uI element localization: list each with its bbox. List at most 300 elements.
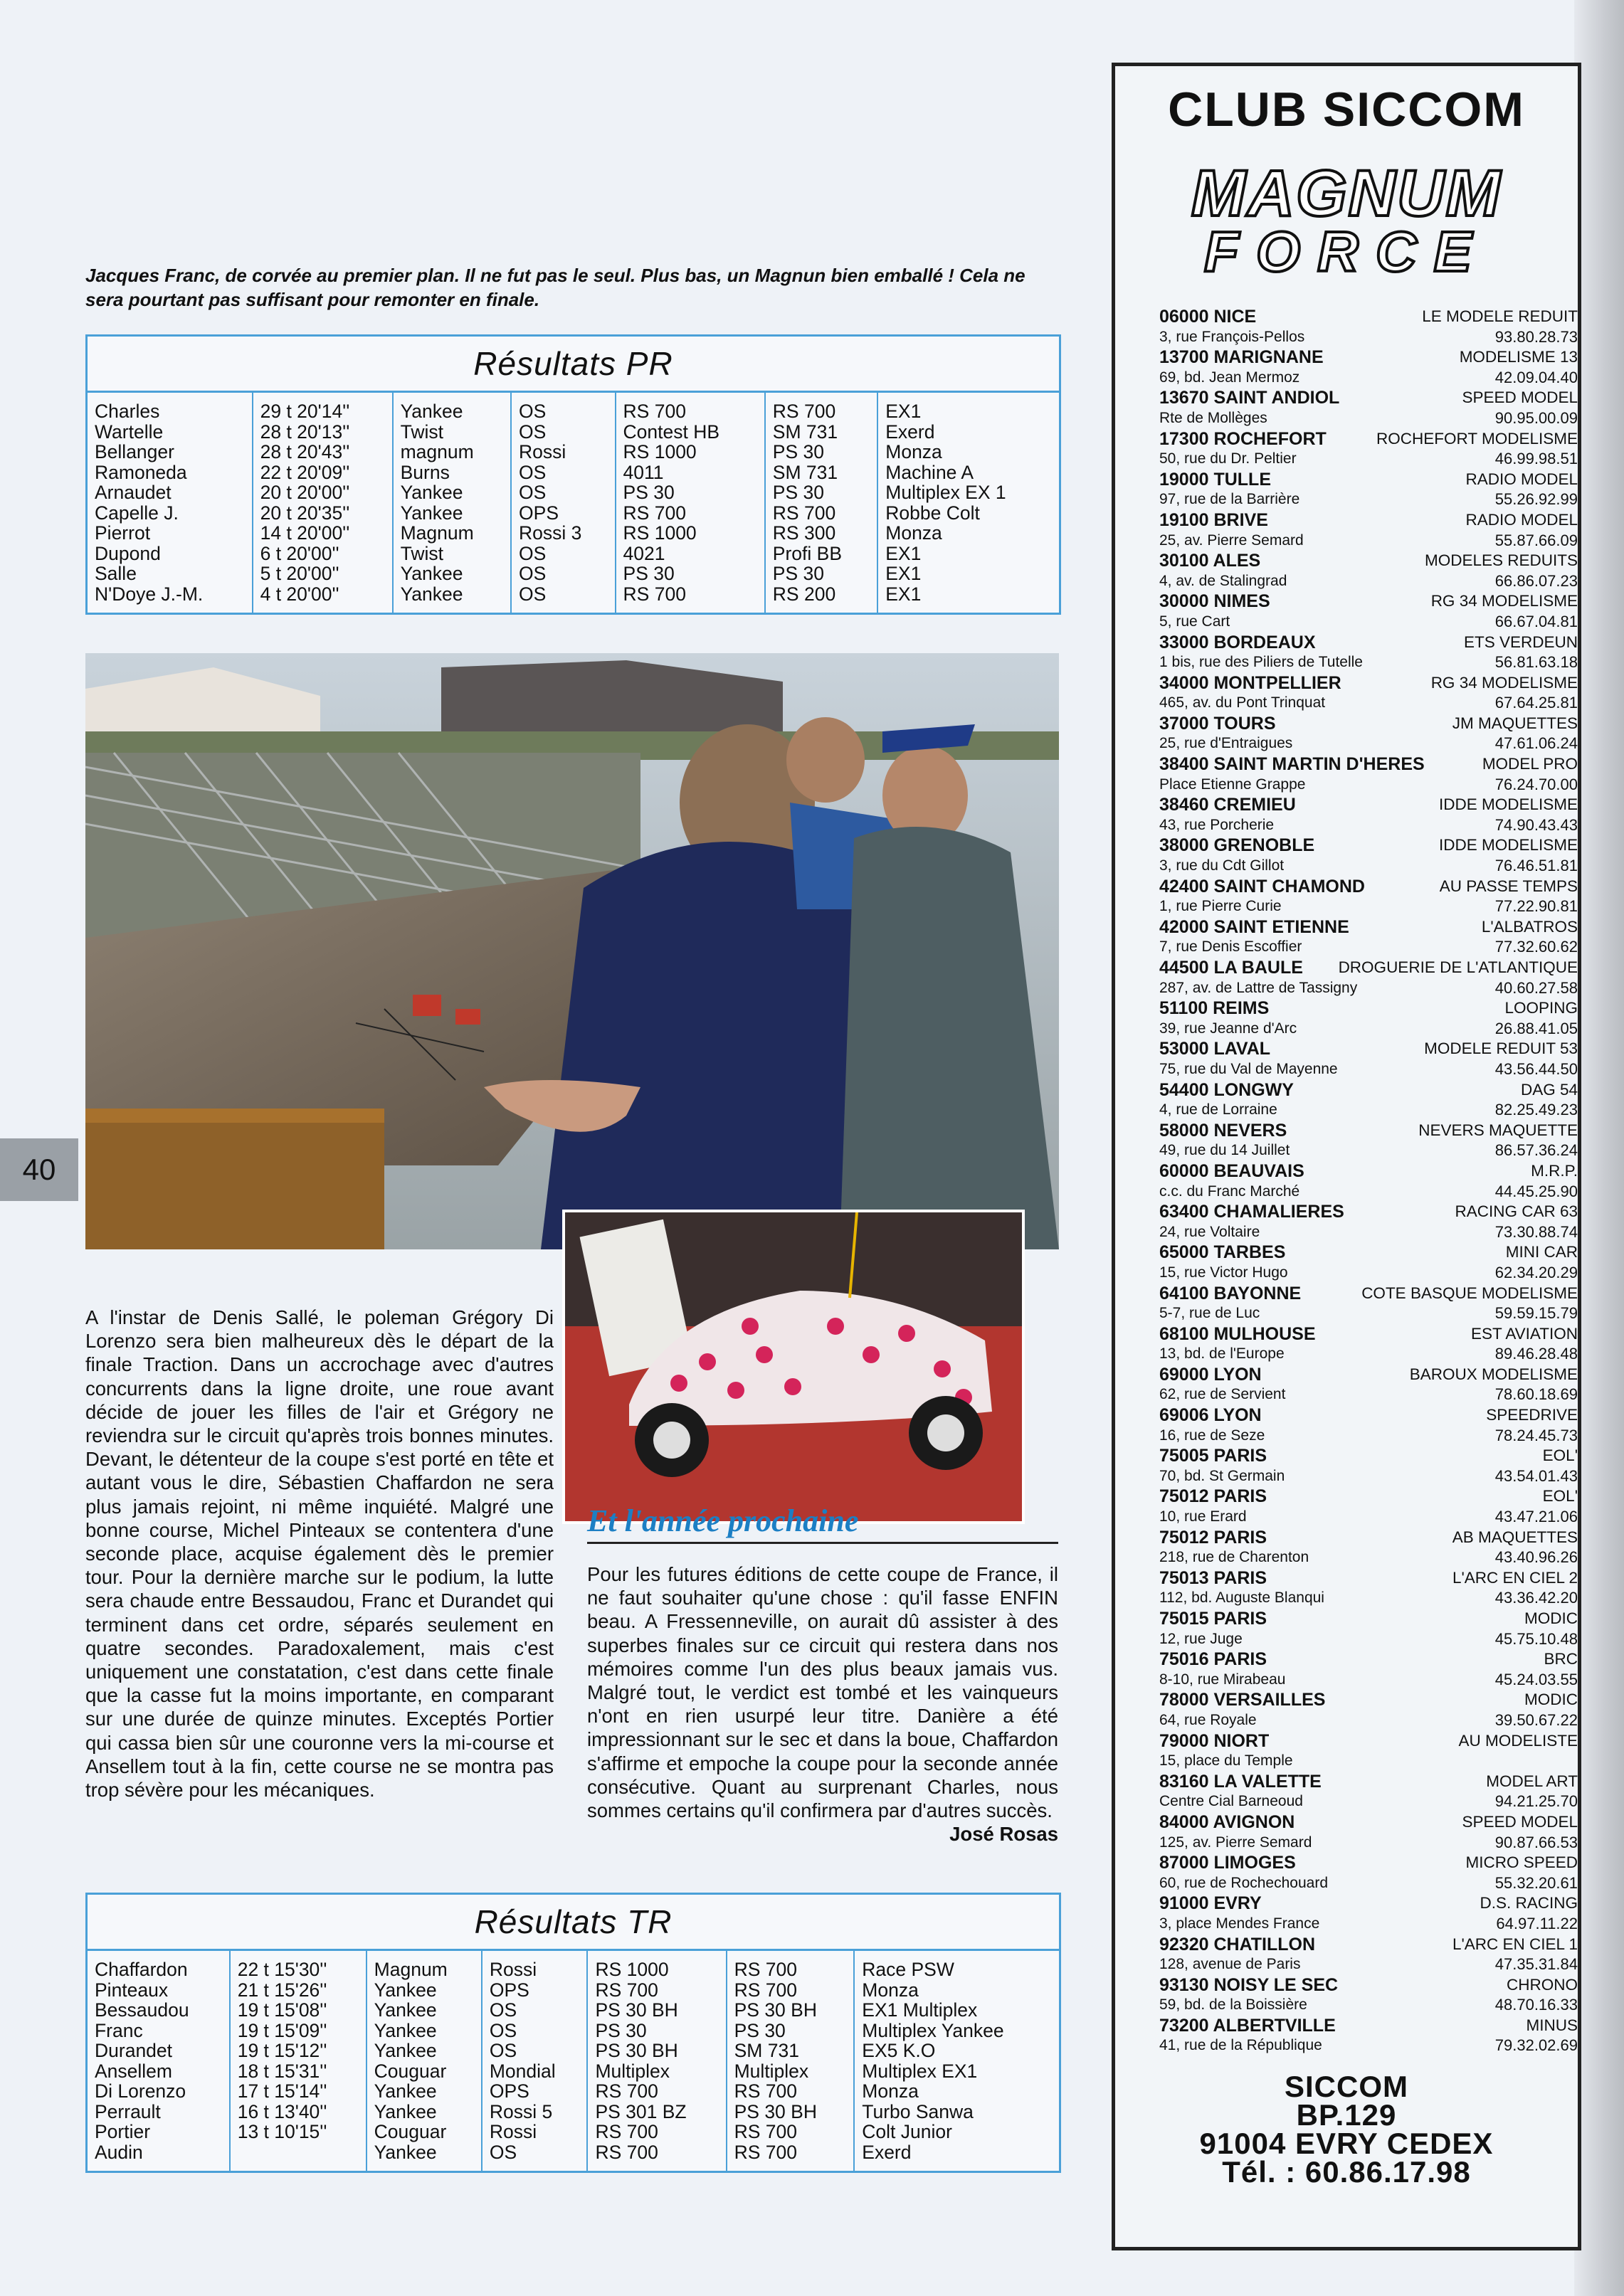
results-cell: OS <box>519 420 547 443</box>
results-cell: RS 700 <box>734 1959 797 1980</box>
dealer-shop: IDDE MODELISME <box>1438 836 1578 855</box>
dealer-city: 06000 NICE <box>1159 307 1257 327</box>
dealer-street: 75, rue du Val de Mayenne <box>1159 1060 1338 1077</box>
results-cell: 22 t 15'30'' <box>237 1959 327 1980</box>
dealer-entry <box>1159 673 1578 694</box>
results-cell: Rossi <box>489 1959 537 1980</box>
dealer-street: 24, rue Voltaire <box>1159 1223 1260 1240</box>
results-cell: Magnum <box>400 522 474 544</box>
results-cell: OPS <box>489 2080 529 2102</box>
dealer-phone: 43.40.96.26 <box>1494 1548 1578 1567</box>
dealer-phone: 76.46.51.81 <box>1494 857 1578 875</box>
dealer-shop: SPEED MODEL <box>1462 388 1578 407</box>
dealer-address <box>1159 856 1578 877</box>
dealer-city: 17300 ROCHEFORT <box>1159 428 1327 449</box>
results-cell: 21 t 15'26'' <box>237 1979 327 2001</box>
results-column <box>587 1951 726 2171</box>
dealer-shop: MODELE REDUIT 53 <box>1424 1039 1578 1058</box>
results-cell: EX5 K.O <box>862 2040 936 2061</box>
dealer-address <box>1159 815 1578 836</box>
dealer-city: 75012 PARIS <box>1159 1527 1267 1548</box>
dealer-address <box>1159 1385 1578 1405</box>
dealer-street: 5-7, rue de Luc <box>1159 1305 1260 1322</box>
results-cell: RS 700 <box>595 2080 658 2102</box>
dealer-street: 3, rue François-Pellos <box>1159 328 1305 345</box>
dealer-street: 64, rue Royale <box>1159 1711 1257 1728</box>
results-column <box>727 1951 855 2171</box>
dealer-street: 1 bis, rue des Piliers de Tutelle <box>1159 654 1363 671</box>
dealer-shop: M.R.P. <box>1531 1161 1578 1180</box>
results-cell: RS 700 <box>595 2121 658 2142</box>
dealer-shop: DROGUERIE DE L'ATLANTIQUE <box>1338 958 1578 976</box>
dealer-entry <box>1159 1486 1578 1507</box>
dealer-entry <box>1159 1893 1578 1914</box>
dealer-street: 49, rue du 14 Juillet <box>1159 1142 1290 1159</box>
results-cell: PS 30 BH <box>734 1999 817 2021</box>
dealer-address <box>1159 1303 1578 1324</box>
results-cell: RS 1000 <box>595 1959 669 1980</box>
dealer-phone: 56.81.63.18 <box>1494 653 1578 672</box>
dealer-entry <box>1159 754 1578 775</box>
dealer-city: 65000 TARBES <box>1159 1242 1286 1263</box>
dealer-address <box>1159 1588 1578 1609</box>
results-cell: 19 t 15'12'' <box>237 2040 327 2061</box>
results-pr-title: Résultats PR <box>88 337 1059 393</box>
results-cell: PS 30 <box>595 2019 647 2041</box>
results-cell: EX1 <box>885 563 922 584</box>
results-cell: N'Doye J.-M. <box>95 583 204 605</box>
dealer-shop: JM MAQUETTES <box>1452 714 1578 732</box>
results-cell: 4 t 20'00'' <box>260 583 339 605</box>
results-cell: 19 t 15'08'' <box>237 1999 327 2021</box>
results-column <box>482 1951 588 2171</box>
dealer-shop: RG 34 MODELISME <box>1430 592 1578 610</box>
dealer-city: 92320 CHATILLON <box>1159 1934 1316 1954</box>
dealer-city: 19100 BRIVE <box>1159 509 1268 530</box>
dealer-phone: 55.26.92.99 <box>1494 490 1578 509</box>
results-cell: Machine A <box>885 461 974 483</box>
dealer-entry <box>1159 1324 1578 1345</box>
dealer-street: Rte de Mollèges <box>1159 409 1267 426</box>
dealer-entry <box>1159 633 1578 653</box>
results-column <box>88 1951 230 2171</box>
results-cell: Capelle J. <box>95 502 179 524</box>
dealer-entry <box>1159 1284 1578 1304</box>
results-cell: PS 30 <box>734 2019 786 2041</box>
dealer-address <box>1159 368 1578 388</box>
dealer-entry <box>1159 1121 1578 1141</box>
dealer-address <box>1159 449 1578 470</box>
dealer-street: 43, rue Porcherie <box>1159 816 1275 833</box>
dealer-street: 3, rue du Cdt Gillot <box>1159 857 1285 874</box>
dealer-street: 39, rue Jeanne d'Arc <box>1159 1020 1297 1037</box>
results-cell: Chaffardon <box>95 1959 188 1980</box>
results-cell: 20 t 20'35'' <box>260 502 350 524</box>
results-cell: OS <box>489 2019 517 2041</box>
results-cell: 5 t 20'00'' <box>260 563 339 584</box>
dealer-entry <box>1159 1772 1578 1792</box>
dealer-shop: CHRONO <box>1507 1975 1578 1994</box>
dealer-address <box>1159 1141 1578 1161</box>
dealer-entry <box>1159 1161 1578 1182</box>
dealer-entry <box>1159 551 1578 571</box>
footer-line: SICCOM <box>1285 2070 1408 2103</box>
results-cell: OS <box>519 461 547 483</box>
dealer-city: 75015 PARIS <box>1159 1609 1267 1629</box>
dealer-phone: 66.86.07.23 <box>1494 571 1578 590</box>
article-left-column <box>85 1306 554 1802</box>
dealer-city: 30000 NIMES <box>1159 591 1270 612</box>
dealer-address <box>1159 1710 1578 1731</box>
results-column <box>367 1951 482 2171</box>
dealer-city: 37000 TOURS <box>1159 713 1276 734</box>
page-edge <box>1574 0 1624 2296</box>
dealer-entry <box>1159 1242 1578 1263</box>
results-cell: Yankee <box>374 2141 437 2163</box>
results-cell: Yankee <box>374 2100 437 2122</box>
dealer-phone: 74.90.43.43 <box>1494 815 1578 834</box>
footer-line: 91004 EVRY CEDEX <box>1199 2127 1494 2160</box>
results-cell: Audin <box>95 2141 143 2163</box>
results-cell: EX1 <box>885 401 922 422</box>
dealer-address <box>1159 1995 1578 2016</box>
results-cell: EX1 Multiplex <box>862 1999 978 2021</box>
results-cell: 19 t 15'09'' <box>237 2019 327 2041</box>
dealer-street: 25, rue d'Entraigues <box>1159 735 1293 752</box>
results-cell: Yankee <box>374 2019 437 2041</box>
dealer-phone: 39.50.67.22 <box>1494 1710 1578 1729</box>
results-cell: PS 30 <box>623 563 675 584</box>
dealer-city: 83160 LA VALETTE <box>1159 1771 1322 1792</box>
dealer-shop: L'ALBATROS <box>1481 917 1578 936</box>
article-right-column <box>587 1562 1058 1846</box>
dealer-phone: 86.57.36.24 <box>1494 1141 1578 1160</box>
results-cell: Multiplex <box>734 2060 809 2082</box>
results-cell: PS 30 <box>772 563 824 584</box>
results-cell: Multiplex EX1 <box>862 2060 978 2082</box>
results-cell: 16 t 13'40'' <box>237 2100 327 2122</box>
results-cell: RS 700 <box>734 2141 797 2163</box>
results-cell: OS <box>519 542 547 564</box>
author-signature: José Rosas <box>949 1823 1058 1846</box>
dealer-street: 60, rue de Rochechouard <box>1159 1874 1328 1891</box>
dealer-entry <box>1159 1812 1578 1833</box>
results-cell: SM 731 <box>772 420 838 443</box>
results-cell: Dupond <box>95 542 161 564</box>
dealer-shop: EOL' <box>1542 1446 1578 1465</box>
results-column <box>854 1951 1059 2171</box>
dealer-street: 69, bd. Jean Mermoz <box>1159 369 1300 386</box>
results-cell: SM 731 <box>734 2040 799 2061</box>
dealer-shop: MODELISME 13 <box>1459 348 1578 366</box>
results-cell: Exerd <box>862 2141 912 2163</box>
dealer-entry <box>1159 1202 1578 1222</box>
dealer-phone: 45.24.03.55 <box>1494 1670 1578 1688</box>
results-cell: Salle <box>95 563 137 584</box>
dealer-street: 7, rue Denis Escoffier <box>1159 938 1302 956</box>
dealer-entry <box>1159 1405 1578 1426</box>
dealer-entry <box>1159 1690 1578 1710</box>
dealer-city: 87000 LIMOGES <box>1159 1853 1296 1873</box>
dealer-entry <box>1159 470 1578 490</box>
dealer-street: 70, bd. St Germain <box>1159 1467 1285 1484</box>
dealer-shop: ROCHEFORT MODELISME <box>1376 429 1578 448</box>
dealer-entry <box>1159 877 1578 897</box>
dealer-city: 19000 TULLE <box>1159 469 1272 490</box>
dealer-street: Place Etienne Grappe <box>1159 776 1306 793</box>
dealer-phone: 43.54.01.43 <box>1494 1466 1578 1485</box>
dealer-street: 15, place du Temple <box>1159 1752 1293 1769</box>
results-cell: Multiplex EX 1 <box>885 482 1006 503</box>
dealer-list <box>1159 307 1578 2056</box>
results-cell: Contest HB <box>623 420 720 443</box>
dealer-shop: MINUS <box>1526 2016 1578 2034</box>
results-cell: Rossi <box>519 441 566 462</box>
results-column <box>616 393 765 613</box>
dealer-shop: RACING CAR 63 <box>1455 1202 1578 1221</box>
results-cell: EX1 <box>885 542 922 564</box>
dealer-entry <box>1159 835 1578 856</box>
results-cell: Yankee <box>374 2080 437 2102</box>
results-cell: 22 t 20'09'' <box>260 461 350 483</box>
dealer-street: 13, bd. de l'Europe <box>1159 1345 1285 1363</box>
results-cell: Profi BB <box>772 542 842 564</box>
results-column <box>230 1951 367 2171</box>
results-cell: Arnaudet <box>95 482 172 503</box>
dealer-city: 69006 LYON <box>1159 1405 1262 1426</box>
dealer-phone: 73.30.88.74 <box>1494 1222 1578 1241</box>
results-cell: Magnum <box>374 1959 448 1980</box>
dealer-address <box>1159 612 1578 633</box>
dealer-street: 125, av. Pierre Semard <box>1159 1834 1312 1851</box>
dealer-address <box>1159 1426 1578 1446</box>
dealer-address <box>1159 1670 1578 1691</box>
dealer-city: 79000 NIORT <box>1159 1730 1270 1751</box>
dealer-street: 112, bd. Auguste Blanqui <box>1159 1589 1324 1607</box>
pit-lane-photo <box>85 653 1059 1249</box>
results-cell: PS 30 <box>772 482 824 503</box>
magnum-force-logo <box>1158 159 1535 280</box>
dealer-address <box>1159 1914 1578 1935</box>
dealer-address <box>1159 1548 1578 1568</box>
results-cell: PS 30 BH <box>595 2040 678 2061</box>
dealer-city: 33000 BORDEAUX <box>1159 632 1316 652</box>
dealer-shop: L'ARC EN CIEL 2 <box>1452 1568 1578 1587</box>
dealer-address <box>1159 1792 1578 1812</box>
dealer-shop: RADIO MODEL <box>1465 510 1578 529</box>
dealer-phone: 26.88.41.05 <box>1494 1019 1578 1037</box>
dealer-city: 84000 AVIGNON <box>1159 1811 1295 1832</box>
results-column <box>877 393 1059 613</box>
results-cell: OS <box>519 482 547 503</box>
article-left-text: A l'instar de Denis Sallé, le poleman Grégory Di Lorenzo sera bien malheureux dès le départ de la finale Traction. Dans un accrochage avec d'autres concurrents dans la ligne droite, une roue avant décide de jouer les filles de l'air et Grégory ne reviendra sur le circuit qu'après trois bonnes minutes. Devant, le détenteur de la coupe s'est porté en tête et autant vous le dire, Sébastien Chaffardon ne sera plus jamais rejoint, ni même inquiété. Malgré une bonne course, Michel Pinteaux se contentera d'une seconde place, acquise également dès le premier tour. Pour la dernière marche sur le podium, la lutte sera chaude entre Bessaudou, Franc et Durandet qui terminent dans cet ordre, séparés seulement en quatre secondes. Paradoxalement, mais c'est uniquement une constatation, c'est dans cette finale que la casse fut la moins importante, en comparant sur une durée de quinze minutes. Exceptés Portier qui cassa bien sûr une couronne vers la mi-course et Ansellem tout à la fin, cette course ne se montra pas trop sévère pour les mécaniques. <box>85 1306 554 1802</box>
dealer-phone: 47.35.31.84 <box>1494 1955 1578 1974</box>
dealer-entry <box>1159 1935 1578 1955</box>
results-cell: magnum <box>400 441 474 462</box>
results-cell: Mondial <box>489 2060 556 2082</box>
dealer-phone: 64.97.11.22 <box>1496 1914 1578 1932</box>
results-cell: 17 t 15'14'' <box>237 2080 327 2102</box>
dealer-entry <box>1159 1731 1578 1752</box>
dealer-street: 16, rue de Seze <box>1159 1427 1265 1444</box>
dealer-phone: 43.56.44.50 <box>1494 1059 1578 1078</box>
dealer-shop: DAG 54 <box>1520 1080 1578 1099</box>
dealer-city: 38400 SAINT MARTIN D'HERES <box>1159 754 1425 775</box>
section-subheading: Et l'année prochaine <box>587 1503 1058 1544</box>
dealer-city: 75012 PARIS <box>1159 1486 1267 1507</box>
results-cell: Franc <box>95 2019 143 2041</box>
dealer-street: 50, rue du Dr. Peltier <box>1159 450 1297 467</box>
results-cell: RS 700 <box>595 1979 658 2001</box>
dealer-phone: 59.59.15.79 <box>1494 1304 1578 1323</box>
results-cell: Perrault <box>95 2100 161 2122</box>
dealer-phone: 55.87.66.09 <box>1494 531 1578 549</box>
dealer-street: 4, rue de Lorraine <box>1159 1101 1277 1118</box>
dealer-city: 75016 PARIS <box>1159 1649 1267 1670</box>
results-cell: OPS <box>519 502 559 524</box>
logo-line-1: MAGNUM <box>1191 159 1502 230</box>
results-cell: RS 700 <box>623 502 686 524</box>
results-cell: PS 30 <box>623 482 675 503</box>
logo-line-2: FORCE <box>1204 220 1489 280</box>
dealer-shop: BAROUX MODELISME <box>1409 1365 1578 1383</box>
dealer-street: 1, rue Pierre Curie <box>1159 898 1282 915</box>
dealer-phone: 48.70.16.33 <box>1494 1996 1578 2014</box>
results-cell: PS 301 BZ <box>595 2100 687 2122</box>
results-cell: Bellanger <box>95 441 174 462</box>
results-cell: Monza <box>885 441 942 462</box>
dealer-shop: AU PASSE TEMPS <box>1439 877 1578 895</box>
dealer-street: Centre Cial Barneoud <box>1159 1793 1303 1810</box>
dealer-phone: 76.24.70.00 <box>1494 775 1578 793</box>
dealer-shop: MODEL ART <box>1486 1772 1578 1790</box>
results-cell: Rossi 5 <box>489 2100 553 2122</box>
results-column <box>511 393 616 613</box>
results-cell: PS 30 <box>772 441 824 462</box>
dealer-entry <box>1159 1528 1578 1548</box>
results-cell: OS <box>519 563 547 584</box>
results-cell: OS <box>489 1999 517 2021</box>
dealer-address <box>1159 937 1578 958</box>
results-column <box>765 393 877 613</box>
dealer-entry <box>1159 388 1578 408</box>
dealer-shop: RG 34 MODELISME <box>1430 673 1578 692</box>
results-cell: Monza <box>862 2080 919 2102</box>
dealer-city: 30100 ALES <box>1159 551 1261 571</box>
dealer-shop: RADIO MODEL <box>1465 470 1578 488</box>
dealer-phone: 44.45.25.90 <box>1494 1182 1578 1200</box>
results-cell: Race PSW <box>862 1959 954 1980</box>
dealer-address <box>1159 734 1578 754</box>
dealer-shop: MODEL PRO <box>1482 755 1578 773</box>
results-cell: 28 t 20'13'' <box>260 420 350 443</box>
results-cell: Twist <box>400 420 443 443</box>
results-cell: SM 731 <box>772 461 838 483</box>
dealer-phone: 90.87.66.53 <box>1494 1833 1578 1851</box>
results-cell: RS 700 <box>623 401 686 422</box>
dealer-city: 42000 SAINT ETIENNE <box>1159 916 1349 937</box>
dealer-address <box>1159 531 1578 551</box>
results-cell: Yankee <box>400 502 463 524</box>
results-cell: Yankee <box>374 2040 437 2061</box>
dealer-street: 8-10, rue Mirabeau <box>1159 1671 1286 1688</box>
dealer-phone: 77.32.60.62 <box>1494 938 1578 956</box>
dealer-phone: 45.75.10.48 <box>1494 1629 1578 1648</box>
rc-car-photo <box>562 1210 1025 1524</box>
results-cell: OS <box>519 583 547 605</box>
results-cell: Yankee <box>400 563 463 584</box>
results-cell: Couguar <box>374 2121 447 2142</box>
dealer-address <box>1159 1629 1578 1650</box>
dealer-shop: MODIC <box>1524 1609 1578 1627</box>
dealer-shop: LOOPING <box>1504 999 1578 1017</box>
results-cell: RS 700 <box>734 2121 797 2142</box>
results-cell: Bessaudou <box>95 1999 189 2021</box>
dealer-address <box>1159 978 1578 999</box>
results-cell: OS <box>489 2040 517 2061</box>
results-cell: 18 t 15'31'' <box>237 2060 327 2082</box>
results-cell: Yankee <box>374 1979 437 2001</box>
results-cell: RS 1000 <box>623 441 697 462</box>
dealer-street: 287, av. de Lattre de Tassigny <box>1159 979 1358 996</box>
results-cell: RS 700 <box>734 2080 797 2102</box>
dealer-city: 44500 LA BAULE <box>1159 958 1303 978</box>
dealer-address <box>1159 327 1578 348</box>
dealer-phone: 43.47.21.06 <box>1494 1508 1578 1526</box>
results-cell: Durandet <box>95 2040 173 2061</box>
page-number: 40 <box>0 1138 78 1201</box>
results-cell: RS 700 <box>734 1979 797 2001</box>
results-column <box>393 393 511 613</box>
dealer-address <box>1159 1833 1578 1853</box>
dealer-phone: 78.60.18.69 <box>1494 1385 1578 1404</box>
footer-line: BP.129 <box>1296 2098 1397 2132</box>
dealer-street: 97, rue de la Barrière <box>1159 491 1300 508</box>
dealer-street: 25, av. Pierre Semard <box>1159 531 1304 549</box>
dealer-street: 10, rue Erard <box>1159 1508 1247 1525</box>
results-cell: PS 30 BH <box>734 2100 817 2122</box>
club-siccom-ad <box>1112 63 1581 2250</box>
results-cell: RS 700 <box>595 2141 658 2163</box>
dealer-phone: 82.25.49.23 <box>1494 1101 1578 1119</box>
dealer-address <box>1159 693 1578 714</box>
results-cell: RS 1000 <box>623 522 697 544</box>
results-cell: RS 700 <box>772 401 836 422</box>
results-cell: RS 300 <box>772 522 836 544</box>
dealer-street: 41, rue de la République <box>1159 2037 1322 2054</box>
results-cell: Rossi 3 <box>519 522 582 544</box>
results-cell: Rossi <box>489 2121 537 2142</box>
dealer-street: 128, avenue de Paris <box>1159 1956 1301 1973</box>
dealer-shop: IDDE MODELISME <box>1438 795 1578 814</box>
dealer-address <box>1159 1263 1578 1284</box>
results-cell: Turbo Sanwa <box>862 2100 974 2122</box>
dealer-entry <box>1159 1446 1578 1466</box>
dealer-street: 15, rue Victor Hugo <box>1159 1264 1288 1281</box>
dealer-phone: 47.61.06.24 <box>1494 734 1578 753</box>
results-cell: Multiplex Yankee <box>862 2019 1004 2041</box>
results-cell: Monza <box>885 522 942 544</box>
dealer-address <box>1159 1222 1578 1243</box>
results-tr-title: Résultats TR <box>88 1895 1059 1951</box>
dealer-city: 64100 BAYONNE <box>1159 1283 1302 1303</box>
dealer-entry <box>1159 1975 1578 1996</box>
results-cell: 20 t 20'00'' <box>260 482 350 503</box>
dealer-city: 42400 SAINT CHAMOND <box>1159 876 1365 896</box>
results-cell: Yankee <box>374 1999 437 2021</box>
results-cell: Yankee <box>400 482 463 503</box>
results-cell: RS 700 <box>623 583 686 605</box>
